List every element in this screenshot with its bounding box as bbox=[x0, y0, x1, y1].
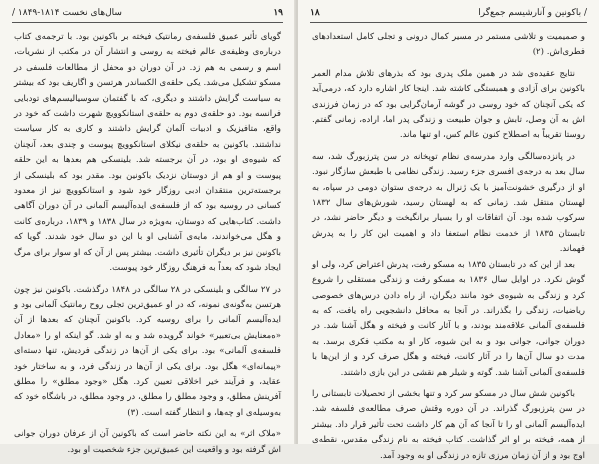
paragraph: باکونین شش سال در مسکو سر کرد و تنها بخشی از تحصیلات تابستانی را در سن پترزبورگ گذراند. در آن دوره وقتش صرف مطالعه‌ی فلسفه شد. ایده‌آلیسم آلمانی او را تا آنجا که آن هم کار داشت تحت تأثیر قرار داد. بیشتر از همه، فیخته بر او اثر گذاشت. کتاب فیخته به نام زندگی مقدس، نقطه‌ی اوج بود و از آن زمان مرزی تازه در زندگی او به وجود آمد. bbox=[312, 388, 585, 461]
left-page-header bbox=[12, 6, 283, 20]
header-rule bbox=[12, 22, 283, 23]
right-page-header bbox=[310, 6, 587, 20]
paragraph: در ۲۷ سالگی و بلینسکی در ۲۸ سالگی در ۱۸۴۸ درگذشت. باکونین نیز چون هرتسن به‌گونه‌ی نمونه، که در او عمیق‌ترین تجلی روح رمانتیک آلمانی بود و ایده‌آلیسم آلمانی را برای روسیه کرد. باکونین آنچنان که بعدها از آن «ه‌معنایش بی‌تعبیر» خواند گرویده شد و به او شد. گو اینکه او را «معادل فلسفه‌ی آلمانی» بود. برای یکی از آن‌ها در زندگی فردیش، تنها دسته‌ای «پیمانه‌ای» هگل بود. برای یکی از آن‌ها در زندگی فرد، و به ساختار خود عقاید، و فرآیند خیر اخلاقی تعیین کرد. هگل «وجود مطلق» را مطلق آفرینش مطلق، و وجود مطلق را مطلق، در وجود مطلق، در باشگاه خود که به‌وسیله‌ی او چه‌ها، و انتظار گفته است. (۳) bbox=[14, 284, 281, 418]
right-page-text bbox=[312, 30, 585, 464]
right-page-number: ۱۸ bbox=[310, 8, 320, 18]
paragraph: گویای تأثیر عمیق فلسفه‌ی رمانتیک فیخته بر باکونین بود. با ترجمه‌ی کتاب درباره‌ی وظیفه‌ی عالم فیخته به روسی و انتشار آن در مکتب از نشریات، اسم و رسمی به هم زد. در آن دوران دو محفل از مطالعات فلسفی در مسکو تشکیل می‌شد. یکی حلقه‌ی الکساندر هرتسن و اگاریف بود که بیشتر به سیاست گرایش داشتند و دیگری، که با گفتمان سوسیالیسم‌های تودبایی فرانسه بود. دو حلقه‌ی دوم به حلقه‌ی استانکوویچ شهرت داشت که خود در واقع، متافیزیک و ادبیات آلمان گرایش داشتند و کاری به کار سیاست نداشتند. باکونین به حلقه‌ی نیکلای استانکوویچ پیوست و چندی بعد، آنچنان که شیوه‌ی او بود، در آن برجسته شد. بلینسکی هم بعدها به این حلقه پیوست و او هم از دوستان نزدیک باکونین بود. مقدر بود که بلینسکی از برجسته‌ترین منتقدان ادبی روزگار خود شود و استانکوویچ نیز از معدود کسانی در روسیه بود که از فلسفه‌ی ایده‌آلیسم آلمانی در آن دوران آگاهی داشت. کتاب‌هایی که دوستان، به‌ویژه در سال ۱۸۳۸ و ۱۸۳۹، درباره‌ی کانت و هگل می‌خواندند، مایه‌ی آشنایی او با این دو سال خود شدند. گویا که باکونین نیز بر دیگران تأثیری داشت. بیشتر پس از آن که او سوار برای مرگ ایجاد شود که بعداً به فرهنگ روزگار خود پیوست. bbox=[14, 32, 281, 274]
paragraph: و صمیمیت و تلاشی مستمر در مسیر کمال درونی و تجلی کامل استعدادهای فطری‌اش. (۲) bbox=[312, 32, 585, 58]
header-rule bbox=[310, 22, 587, 23]
right-running-title: / باکونین و آنارشیسم جمع‌گرا bbox=[478, 8, 587, 18]
left-running-title: سال‌های نخست ۱۸۱۴-۱۸۴۹ / bbox=[12, 8, 122, 18]
paragraph: در پانزده‌سالگی وارد مدرسه‌ی نظام توپخانه در سن پترزبورگ شد، سه سال بعد به درجه‌ی افسری جزء رسید. زندگی نظامی با طبعش سازگار نبود. او از درگیری خشونت‌آمیز با یک ژنرال به درجه‌ی ستوان دومی در سپاه، به لهستان منتقل شد. زمانی که به لهستان رسید، شورش‌های سال ۱۸۳۲ سرکوب شده بود. آن اتفاقات او را بسیار برانگیخت و دیگر حاضر نشد، در تابستان ۱۸۳۵ از خدمت نظام استعفا داد و اهمیت این کار را به پدرش فهماند. bbox=[312, 151, 585, 255]
paragraph: بعد از این که در تابستان ۱۸۳۵ به مسکو رفت، پدرش اعتراض کرد، ولی او گوش نکرد. در اوایل سال ۱۸۳۶ به مسکو رفت و زندگی مستقلی را شروع کرد و زندگی به شیوه‌ی خود مانند دیگران، از راه دادن درس‌های خصوصی ریاضیات، زندگی را بگذراند. در آنجا به محافل دانشجویی راه یافت، که به فلسفه‌ی آلمانی علاقه‌مند بودند، و با آثار کانت و فیخته و هگل آشنا شد. در دوران جوانی، جوانی بود و به این شیوه، کار او به مکتب فکری برسد. به مدت دو سال آن‌ها را در آثار کانت، فیخته و هگل صرف کرد و از این‌ها با فلسفه‌ی آلمانی آشنا شد. گوته و شیلر هم نقشی در این بازی داشتند. bbox=[312, 259, 586, 378]
right-page bbox=[298, 0, 599, 461]
paragraph: نتایج عقیده‌ی شد در همین ملک پدری بود که بذرهای تلاش مدام العمر باکونین برای آزادی و همبستگی کاشته شد. اینجا کار اشاره دارد که، درمی‌آید که یکی آنچنان که خود روسی در گوشه آرمان‌گرایی بود که در زمان فرزندی اش به آن وصل، تابش و جوان طبیعت و زندگی پدر اما، اراده، زمانی گفتم. روستا تقریباً به اصطلاح کنون عالم کس، او تنها ماند. bbox=[312, 68, 585, 141]
paragraph: «ملاک اثر» به این نکته حاضر است که باکونین آن از عرفان دوران جوانی اش گرفته بود و واقعیت این عمیق‌ترین جزء شخصیت او بود. bbox=[14, 429, 281, 455]
left-page-number: ۱۹ bbox=[273, 8, 283, 18]
left-page-text bbox=[14, 30, 281, 458]
left-page bbox=[0, 0, 296, 455]
